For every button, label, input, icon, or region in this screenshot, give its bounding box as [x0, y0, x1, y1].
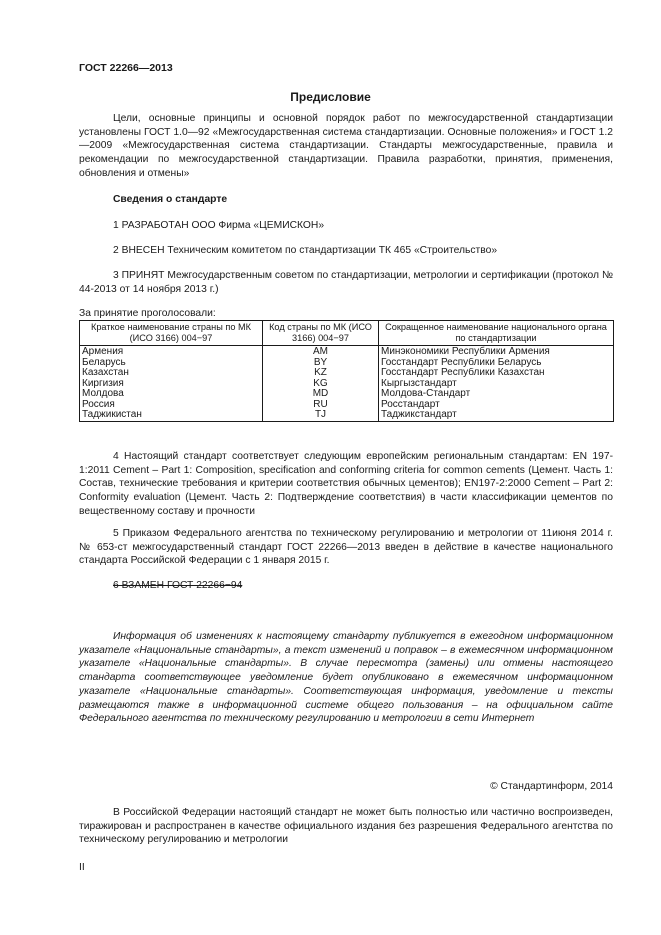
standard-info-heading: Сведения о стандарте	[113, 194, 228, 205]
item-correspondence: 4 Настоящий стандарт соответствует следующим европейским региональным стандартам: EN 197-1:2011 Cement – Part 1: Composition, specification and conforming criteria for common cements (Цемент. Часть 1: Состав, технические требования и критерии соответствия обычных цементов); EN197-2:2000 Cement – Part 2: Conformity evaluation (Цемент. Часть 2: Подтверждение соответствия) в части классификации цементов по вещественному составу и прочности	[79, 451, 613, 517]
page-number: II	[79, 862, 85, 873]
country-name-cell: Казахстан	[80, 368, 263, 379]
standards-body-cell: Таджикстандарт	[379, 410, 614, 421]
country-code-cell: MD	[263, 389, 379, 400]
standards-body-cell: Росстандарт	[379, 400, 614, 411]
table-row	[80, 389, 614, 400]
country-name-cell: Киргизия	[80, 379, 263, 390]
header-country-code: Код страны по МК (ИСО 3166) 004−97	[263, 321, 379, 346]
country-name-cell: Беларусь	[80, 358, 263, 369]
country-name-cell: Молдова	[80, 389, 263, 400]
table-row	[80, 346, 614, 358]
changes-info-notice: Информация об изменениях к настоящему стандарту публикуется в ежегодном информационном указателе «Национальные стандарты», а текст изменений и поправок – в ежемесячном информационном указателе «Национальные стандарты». В случае пересмотра (замены) или отмены настоящего стандарта соответствующее уведомление будет опубликовано в ежемесячном информационном указателе «Национальные стандарты». Соответствующая информация, уведомление и тексты размещаются также в информационной системе общего пользования – на официальном сайте Федерального агентства по техническому регулированию и метрологии в сети Интернет	[79, 631, 613, 725]
item-adopted: 3 ПРИНЯТ Межгосударственным советом по стандартизации, метрологии и сертификации (протокол № 44-2013 от 14 ноября 2013 г.)	[79, 270, 613, 295]
country-code-cell: KG	[263, 379, 379, 390]
vote-table	[79, 320, 614, 422]
vote-caption: За принятие проголосовали:	[79, 308, 216, 319]
country-name-cell: Россия	[80, 400, 263, 411]
vote-table-header	[80, 321, 614, 346]
item-enacted: 5 Приказом Федерального агентства по техническому регулированию и метрологии от 11июня 2014 г. № 653-ст межгосударственный стандарт ГОСТ 22266—2013 введен в действие в качестве национального стандарта Российской Федерации с 1 января 2015 г.	[79, 528, 613, 567]
page-title: Предисловие	[290, 90, 371, 104]
item-replaces: 6 ВЗАМЕН ГОСТ 22266−94	[113, 580, 243, 591]
item-submitted: 2 ВНЕСЕН Техническим комитетом по стандартизации ТК 465 «Строительство»	[113, 245, 498, 256]
standard-code: ГОСТ 22266—2013	[79, 62, 173, 74]
header-country-name: Краткое наименование страны по МК (ИСО 3166) 004−97	[80, 321, 263, 346]
country-code-cell: BY	[263, 358, 379, 369]
intro-paragraph: Цели, основные принципы и основной порядок работ по межгосударственной стандартизации установлены ГОСТ 1.0—92 «Межгосударственная система стандартизации. Основные положения» и ГОСТ 1.2—2009 «Межгосударственная система стандартизации. Стандарты межгосударственные, правила и рекомендации по межгосударственной стандартизации. Правила разработки, принятия, применения, обновления и отмены»	[79, 113, 613, 179]
standards-body-cell: Госстандарт Республики Беларусь	[379, 358, 614, 369]
country-code-cell: KZ	[263, 368, 379, 379]
reproduction-notice: В Российской Федерации настоящий стандарт не может быть полностью или частично воспроизведен, тиражирован и распространен в качестве официального издания без разрешения Федерального агентства по техническому регулированию и метрологии	[79, 807, 613, 846]
table-row	[80, 410, 614, 421]
standards-body-cell: Минэкономики Республики Армения	[379, 346, 614, 358]
country-name-cell: Таджикистан	[80, 410, 263, 421]
table-row	[80, 379, 614, 390]
standards-body-cell: Молдова-Стандарт	[379, 389, 614, 400]
country-code-cell: TJ	[263, 410, 379, 421]
table-row	[80, 400, 614, 411]
standards-body-cell: Госстандарт Республики Казахстан	[379, 368, 614, 379]
standards-body-cell: Кыргызстандарт	[379, 379, 614, 390]
country-code-cell: AM	[263, 346, 379, 358]
item-developed: 1 РАЗРАБОТАН ООО Фирма «ЦЕМИСКОН»	[113, 220, 325, 231]
country-name-cell: Армения	[80, 346, 263, 358]
header-standards-body: Сокращенное наименование национального органа по стандартизации	[379, 321, 614, 346]
country-code-cell: RU	[263, 400, 379, 411]
copyright: © Стандартинформ, 2014	[490, 781, 613, 792]
table-row	[80, 368, 614, 379]
table-row	[80, 358, 614, 369]
